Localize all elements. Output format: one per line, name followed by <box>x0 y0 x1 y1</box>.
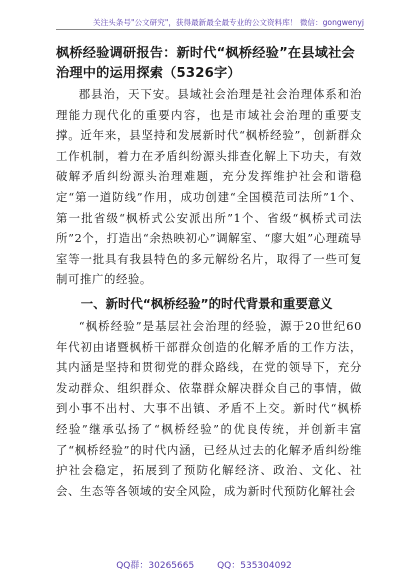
footer-qq-group: QQ群：30265665 <box>116 561 195 571</box>
page-header <box>0 10 408 29</box>
page-footer <box>0 558 408 571</box>
document-body <box>56 44 362 501</box>
section-heading: 一、新时代“枫桥经验”的时代背景和重要意义 <box>80 295 333 311</box>
section-paragraph: “枫桥经验”是基层社会治理的经验，源于20世纪60年代初由诸暨枫桥干部群众创造的化解矛盾的工作方法，其内涵是坚持和贯彻党的群众路线，在党的领导下，充分发动群众、组织群众、依靠群众解决群众自己的事情，做到小事不出村、大事不出镇、矛盾不上交。新时代“枫桥经验”继承弘扬了“枫桥经验”的优良传统，并创新丰富了“枫桥经验”的时代内涵，已经从过去的化解矛盾纠纷维护社会稳定，拓展到了预防化解经济、政治、文化、社会、生态等各领域的安全风险，成为新时代预防化解社会 <box>56 318 362 498</box>
footer-qq-number: QQ：535304092 <box>217 561 292 571</box>
header-banner: 关注头条号"公文研究"，获得最新最全最专业的公文资料库！ 微信：gongwenyj <box>92 18 364 27</box>
header-divider <box>56 29 364 30</box>
intro-paragraph: 郡县治，天下安。县域社会治理是社会治理体系和治理能力现代化的重要内容，也是市域社会治理的重要支撑。近年来，县坚持和发展新时代“枫桥经验”，创新群众工作机制，着力在矛盾纠纷源头排查化解上下功夫，有效破解矛盾纠纷源头治理难题，充分发挥维护社会和谐稳定“第一道防线”作用，成功创建“全国模范司法所”1个、第一批省级“枫桥式公安派出所”1个、省级“枫桥式司法所”2个，打造出“余热映初心”调解室、“廖大姐”心理疏导室等一批具有我县特色的多元解纷名片，取得了一些可复制可推广的经验。 <box>56 87 362 287</box>
document-title: 枫桥经验调研报告：新时代“枫桥经验”在县域社会治理中的运用探索（5326字） <box>56 46 355 81</box>
